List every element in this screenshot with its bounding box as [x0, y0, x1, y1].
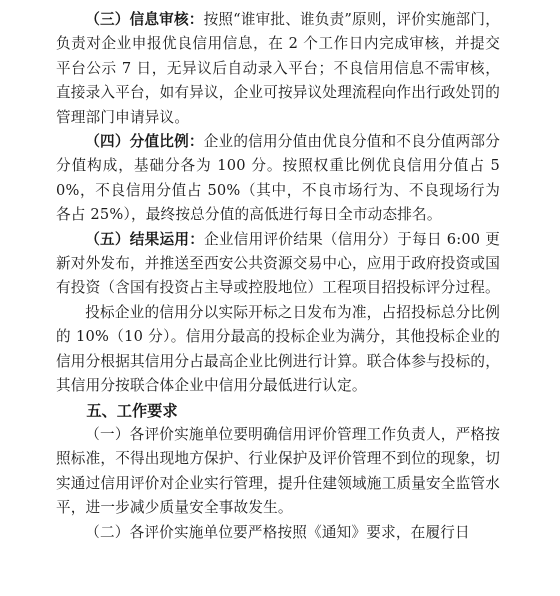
paragraph-score-ratio — [56, 130, 500, 228]
text-information-review: 按照“谁审批、谁负责”原则，评价实施部门，负责对企业申报优良信用信息，在 2 个工作日内完成审核，并提交平台公示 7 日，无异议后自动录入平台；不良信用信息不需审核，直接录入平台，如有异议，企业可按异议处理流程向作出行政处罚的管理部门申请异议。 — [56, 11, 501, 126]
paragraph-requirement-one: （一）各评价实施单位要明确信用评价管理工作负责人，严格按照标准，不得出现地方保护、行业保护及评价管理不到位的现象，切实通过信用评价对企业实行管理，提升住建领域施工质量安全监管水平，进一步减少质量安全事故发生。 — [56, 425, 500, 517]
label-information-review: （三）信息审核： — [85, 11, 204, 28]
text-score-ratio: 企业的信用分值由优良分值和不良分值两部分分值构成，基础分各为 100 分。按照权重比例优良信用分值占 50%，不良信用分值占 50%（其中，不良市场行为、不良现场行为各占 25%），最终按总分值的高低进行每日全市动态排名。 — [56, 133, 500, 224]
paragraph-requirement-two: （二）各评价实施单位要严格按照《通知》要求，在履行日 — [85, 523, 470, 541]
paragraph-information-review — [56, 8, 500, 130]
paragraph-result-application — [56, 228, 500, 301]
paragraph-bidding-credit: 投标企业的信用分以实际开标之日发布为准，占招投标总分比例的 10%（10 分）。信用分最高的投标企业为满分，其他投标企业的信用分根据其信用分占最高企业比例进行计算。联合体参与投标的，其信用分按联合体企业中信用分最低进行认定。 — [56, 303, 500, 395]
section-heading-work-requirements: 五、工作要求 — [86, 401, 178, 420]
text-result-application: 企业信用评价结果（信用分）于每日 6:00 更新对外发布，并推送至西安公共资源交易中心，应用于政府投资或国有投资（含国有投资占主导或控股地位）工程项目招投标评分过程。 — [56, 230, 500, 297]
label-score-ratio: （四）分值比例： — [85, 133, 204, 151]
label-result-application: （五）结果运用： — [85, 230, 205, 248]
